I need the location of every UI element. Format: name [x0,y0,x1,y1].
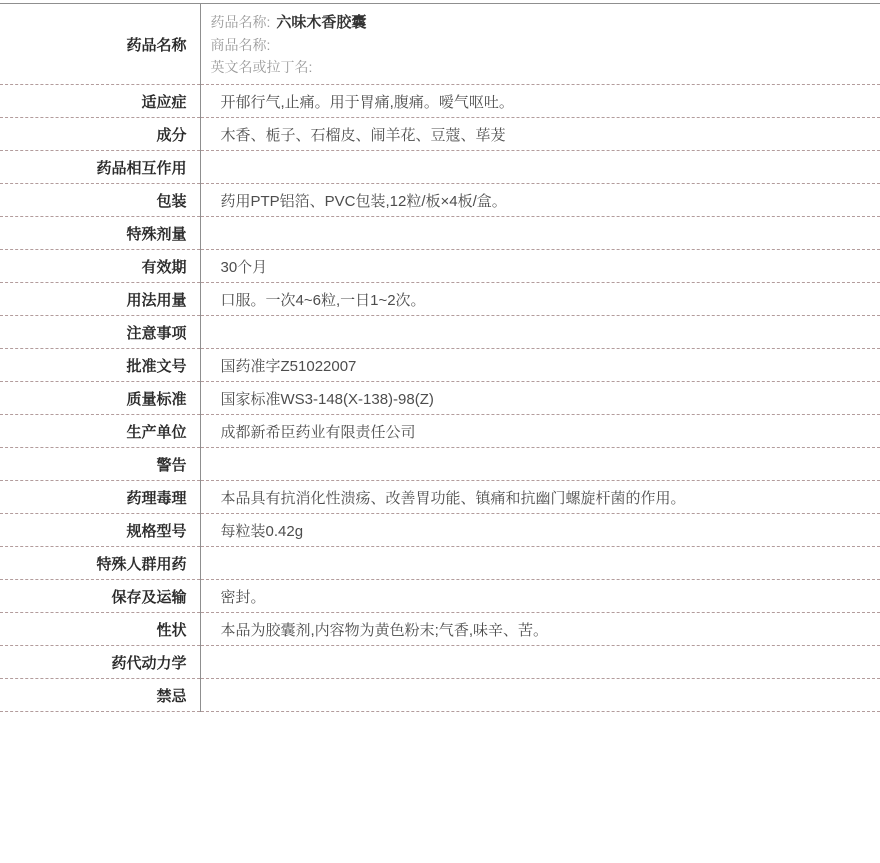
row-label: 有效期 [0,250,200,283]
row-label: 药代动力学 [0,646,200,679]
table-row [0,613,880,646]
row-label: 警告 [0,448,200,481]
row-label: 性状 [0,613,200,646]
drug-name-cell [200,4,880,85]
table-row [0,85,880,118]
row-value [200,547,880,580]
row-label: 药理毒理 [0,481,200,514]
row-label: 禁忌 [0,679,200,712]
table-row [0,217,880,250]
table-row [0,415,880,448]
row-value: 木香、栀子、石榴皮、闹羊花、豆蔻、荜茇 [220,126,506,144]
row-label: 包装 [0,184,200,217]
table-row [0,250,880,283]
row-value [200,217,880,250]
table-row [0,184,880,217]
table-row [0,283,880,316]
row-value [200,151,880,184]
table-row [0,514,880,547]
table-row [0,382,880,415]
table-row [0,580,880,613]
row-label: 成分 [0,118,200,151]
latin-name-key: 英文名或拉丁名: [210,58,313,75]
table-row [0,547,880,580]
row-label: 适应症 [0,85,200,118]
table-row [0,646,880,679]
row-value: 国家标准WS3-148(X-138)-98(Z) [220,390,434,408]
drug-name-key: 药品名称: [210,13,271,30]
trade-name-key: 商品名称: [210,36,271,53]
table-row [0,679,880,712]
row-value: 30个月 [220,258,268,276]
row-value: 本品具有抗消化性溃疡、改善胃功能、镇痛和抗幽门螺旋杆菌的作用。 [220,489,686,507]
row-label: 生产单位 [0,415,200,448]
table-row [0,481,880,514]
row-value [200,646,880,679]
row-value [200,448,880,481]
row-label: 批准文号 [0,349,200,382]
row-label: 质量标准 [0,382,200,415]
drug-name-row [0,4,880,85]
row-value [200,316,880,349]
bottom-whitespace [0,712,880,860]
drug-name-line [211,11,873,34]
row-label: 注意事项 [0,316,200,349]
row-value: 药用PTP铝箔、PVC包装,12粒/板×4板/盒。 [220,192,507,210]
row-label: 特殊人群用药 [0,547,200,580]
row-value: 开郁行气,止痛。用于胃痛,腹痛。嗳气呕吐。 [220,93,514,111]
row-value: 国药准字Z51022007 [220,357,357,375]
table-row [0,349,880,382]
row-value: 密封。 [220,588,266,606]
row-value: 每粒装0.42g [220,522,304,540]
row-label: 特殊剂量 [0,217,200,250]
table-row [0,448,880,481]
table-row [0,316,880,349]
row-label: 保存及运输 [0,580,200,613]
row-value [200,679,880,712]
row-value: 成都新希臣药业有限责任公司 [220,423,416,441]
table-row [0,118,880,151]
table-row [0,151,880,184]
row-value: 口服。一次4~6粒,一日1~2次。 [220,291,426,309]
row-label-drug-name: 药品名称 [0,4,200,85]
row-label: 规格型号 [0,514,200,547]
row-label: 用法用量 [0,283,200,316]
drug-name-value: 六味木香胶囊 [276,13,367,31]
drug-info-table [0,3,880,712]
row-label: 药品相互作用 [0,151,200,184]
row-value: 本品为胶囊剂,内容物为黄色粉末;气香,味辛、苦。 [220,621,549,639]
